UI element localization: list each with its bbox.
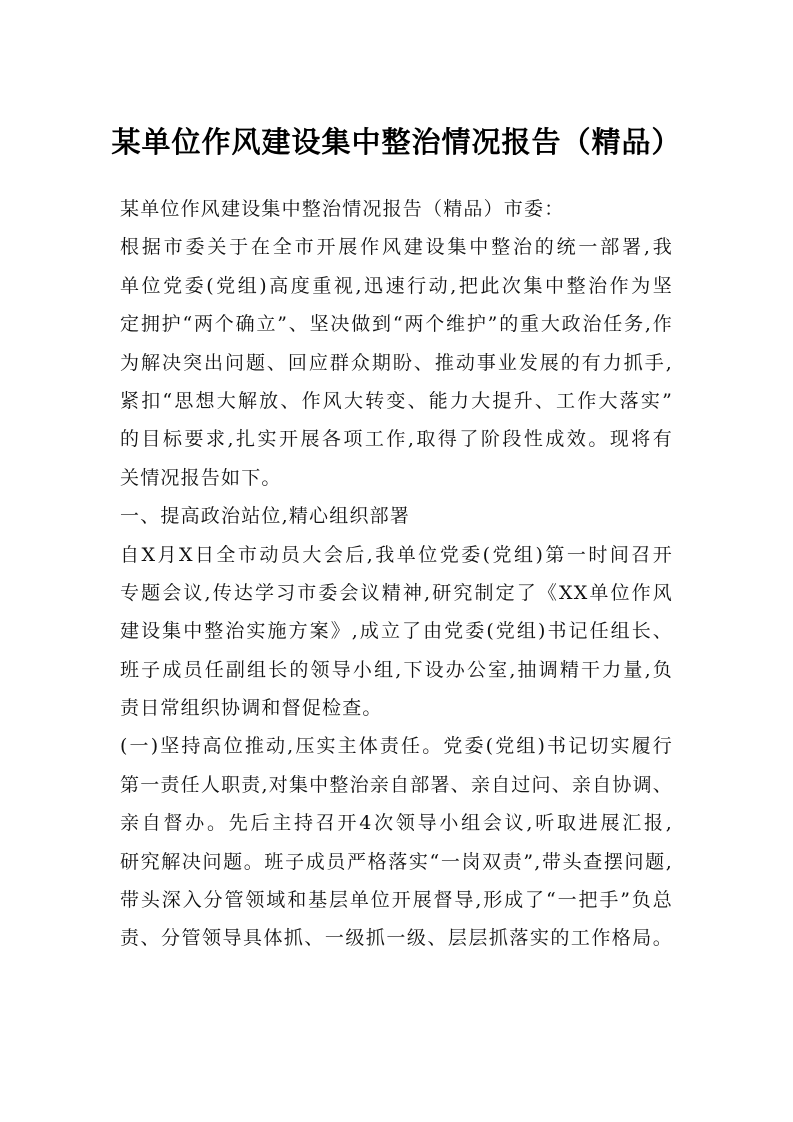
salutation-line: 某单位作风建设集中整治情况报告（精品）市委：: [120, 198, 565, 220]
paragraph-line: 专题会议,传达学习市委会议精神,研究制定了《XX单位作风: [120, 581, 673, 604]
paragraph-line: 建设集中整治实施方案》,成立了由党委(党组)书记任组长、: [120, 620, 673, 643]
section-heading: 一、提高政治站位,精心组织部署: [120, 505, 411, 528]
paragraph-line: 自X月X日全市动员大会后,我单位党委(党组)第一时间召开: [120, 543, 673, 566]
paragraph-line: 关情况报告如下。: [120, 466, 282, 489]
paragraph-line: 亲自督办。先后主持召开4次领导小组会议,听取进展汇报,: [120, 812, 673, 835]
document-title: 某单位作风建设集中整治情况报告（精品）: [111, 125, 682, 159]
paragraph-line: 班子成员任副组长的领导小组,下设办公室,抽调精干力量,负: [120, 658, 673, 681]
paragraph-line: 为解决突出问题、回应群众期盼、推动事业发展的有力抓手,: [120, 351, 673, 374]
paragraph-line: 的目标要求,扎实开展各项工作,取得了阶段性成效。现将有: [120, 428, 673, 451]
paragraph-line: 单位党委(党组)高度重视,迅速行动,把此次集中整治作为坚: [120, 274, 673, 297]
paragraph-line: (一)坚持高位推动,压实主体责任。党委(党组)书记切实履行: [120, 735, 673, 758]
paragraph-line: 第一责任人职责,对集中整治亲自部署、亲自过问、亲自协调、: [120, 773, 673, 796]
paragraph-line: 紧扣“思想大解放、作风大转变、能力大提升、工作大落实”: [120, 389, 673, 412]
paragraph-line: 根据市委关于在全市开展作风建设集中整治的统一部署,我: [120, 236, 673, 259]
document-body: [120, 190, 673, 958]
paragraph-line: 带头深入分管领域和基层单位开展督导,形成了“一把手”负总: [120, 889, 673, 912]
paragraph-line: 定拥护“两个确立”、坚决做到“两个维护”的重大政治任务,作: [120, 313, 673, 336]
paragraph-line: 责、分管领导具体抓、一级抓一级、层层抓落实的工作格局。: [120, 927, 673, 950]
paragraph-line: 研究解决问题。班子成员严格落实“一岗双责”,带头查摆问题,: [120, 850, 673, 873]
paragraph-line: 责日常组织协调和督促检查。: [120, 697, 383, 720]
